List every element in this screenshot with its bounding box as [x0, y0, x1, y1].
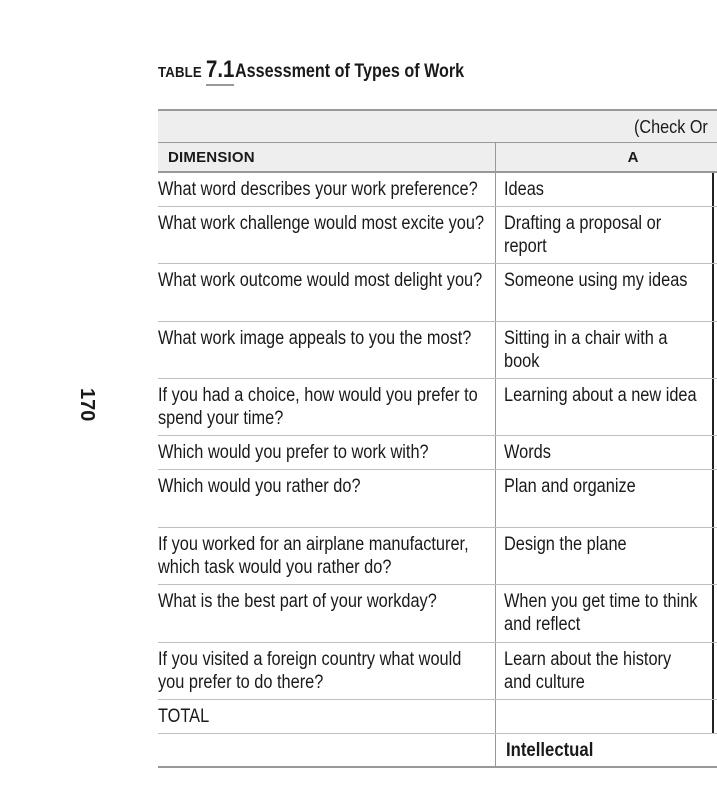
answer-line: Plan and organize	[504, 476, 636, 497]
column-divider	[495, 173, 496, 206]
answer-line: Drafting a proposal or	[504, 213, 662, 234]
table-row	[158, 436, 717, 470]
answer-line: report	[504, 236, 547, 257]
column-a-type-label: Intellectual	[506, 740, 594, 761]
column-divider	[495, 585, 496, 642]
check-instruction: (Check Or	[634, 117, 708, 137]
table-row	[158, 207, 717, 264]
table-row	[158, 585, 717, 643]
dimension-question	[158, 533, 469, 579]
table-number: 7.1	[206, 56, 234, 86]
column-divider	[495, 207, 496, 263]
dimension-question	[158, 178, 478, 201]
question-line: If you visited a foreign country what would	[158, 649, 462, 670]
answer-line: Learning about a new idea	[504, 385, 697, 406]
column-divider	[495, 470, 496, 527]
table-row	[158, 379, 717, 436]
column-a-answer	[504, 178, 544, 201]
column-a-answer	[504, 533, 627, 556]
answer-line: and culture	[504, 672, 585, 693]
table-footer-row	[158, 734, 717, 768]
column-divider	[495, 436, 496, 469]
checkbox-column-edge	[712, 643, 714, 699]
column-a-answer	[504, 212, 661, 258]
question-line: What work image appeals to you the most?	[158, 328, 472, 349]
column-divider	[495, 379, 496, 435]
question-line: TOTAL	[158, 706, 210, 727]
question-line: Which would you prefer to work with?	[158, 442, 429, 463]
table-row	[158, 173, 717, 207]
table-top-band	[158, 109, 717, 143]
column-divider	[495, 264, 496, 321]
question-line: If you worked for an airplane manufacturer,	[158, 534, 469, 555]
question-line: If you had a choice, how would you prefer to	[158, 385, 478, 406]
assessment-table	[158, 109, 717, 768]
table-caption	[158, 56, 505, 84]
header-dimension: DIMENSION	[168, 149, 255, 166]
footer-divider	[495, 734, 496, 766]
table-label: TABLE	[158, 64, 202, 81]
dimension-question	[158, 590, 437, 613]
question-line: you prefer to do there?	[158, 672, 324, 693]
table-header-row	[158, 143, 717, 173]
table-row	[158, 643, 717, 700]
table-row	[158, 528, 717, 585]
answer-line: Sitting in a chair with a	[504, 328, 668, 349]
answer-line: and reflect	[504, 614, 581, 635]
table-row	[158, 470, 717, 528]
answer-line: Learn about the history	[504, 649, 672, 670]
question-line: What work outcome would most delight you?	[158, 270, 483, 291]
question-line: What is the best part of your workday?	[158, 591, 437, 612]
dimension-question	[158, 212, 484, 235]
dimension-question	[158, 327, 471, 350]
page-number: 170	[76, 388, 98, 422]
header-column-a: A	[627, 149, 639, 166]
dimension-question	[158, 475, 361, 498]
answer-line: Words	[504, 442, 551, 463]
dimension-question	[158, 269, 482, 292]
dimension-question	[158, 705, 209, 728]
answer-line: book	[504, 351, 540, 372]
header-divider	[495, 143, 496, 171]
question-line: What word describes your work preference?	[158, 179, 478, 200]
column-divider	[495, 322, 496, 378]
dimension-question	[158, 441, 429, 464]
column-divider	[495, 700, 496, 733]
table-body	[158, 173, 717, 734]
checkbox-column-edge	[712, 470, 714, 527]
column-divider	[495, 528, 496, 584]
answer-line: Design the plane	[504, 534, 627, 555]
answer-line: Ideas	[504, 179, 544, 200]
checkbox-column-edge	[712, 528, 714, 584]
question-line: Which would you rather do?	[158, 476, 361, 497]
table-row	[158, 322, 717, 379]
table-row	[158, 264, 717, 322]
column-a-answer	[504, 269, 687, 292]
column-a-answer	[504, 648, 671, 694]
checkbox-column-edge	[712, 207, 714, 263]
answer-line: When you get time to think	[504, 591, 698, 612]
table-title: Assessment of Types of Work	[235, 61, 465, 82]
checkbox-column-edge	[712, 264, 714, 321]
column-a-answer	[504, 384, 697, 407]
column-divider	[495, 643, 496, 699]
column-a-answer	[504, 327, 667, 373]
question-line: What work challenge would most excite you?	[158, 213, 485, 234]
checkbox-column-edge	[712, 585, 714, 642]
checkbox-column-edge	[712, 379, 714, 435]
checkbox-column-edge	[712, 173, 714, 206]
dimension-question	[158, 648, 461, 694]
column-a-answer	[504, 441, 551, 464]
column-a-answer	[504, 590, 697, 636]
question-line: spend your time?	[158, 408, 284, 429]
answer-line: Someone using my ideas	[504, 270, 688, 291]
table-row	[158, 700, 717, 734]
checkbox-column-edge	[712, 700, 714, 733]
column-a-answer	[504, 475, 636, 498]
question-line: which task would you rather do?	[158, 557, 392, 578]
dimension-question	[158, 384, 478, 430]
checkbox-column-edge	[712, 322, 714, 378]
checkbox-column-edge	[712, 436, 714, 469]
